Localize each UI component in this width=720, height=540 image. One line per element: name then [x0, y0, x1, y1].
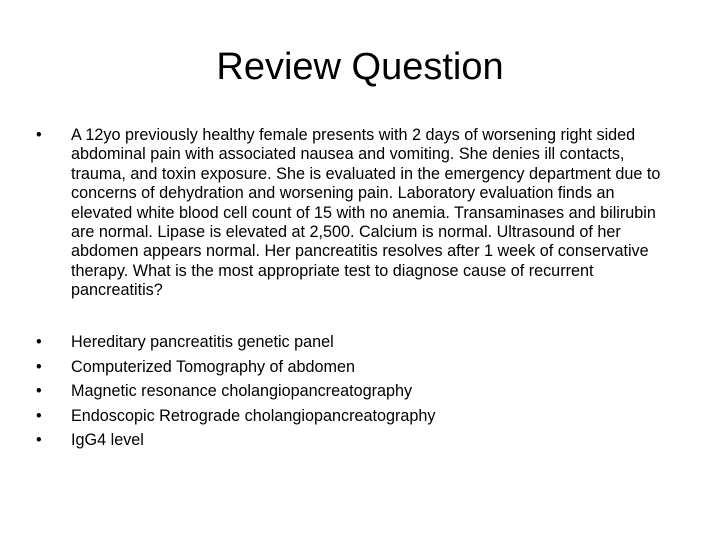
bullet-icon: • [36, 357, 42, 376]
bullet-icon: • [36, 382, 42, 400]
answer-option-text: Magnetic resonance cholangiopancreatography [71, 382, 413, 400]
answer-option [36, 355, 676, 380]
answer-option [36, 330, 676, 355]
bullet-icon: • [36, 333, 42, 351]
bullet-icon: • [36, 126, 42, 144]
question-bullet-row [36, 126, 676, 301]
answer-option-text: IgG4 level [71, 431, 144, 449]
answer-options-list [36, 330, 676, 453]
slide-title: Review Question [216, 46, 504, 88]
answer-option [36, 379, 676, 404]
answer-option-text: Endoscopic Retrograde cholangiopancreatography [71, 406, 436, 425]
question-block [36, 126, 676, 301]
answer-option-text: Computerized Tomography of abdomen [71, 357, 356, 376]
answer-option-text: Hereditary pancreatitis genetic panel [71, 333, 334, 351]
answer-option [36, 428, 676, 453]
answer-option [36, 404, 676, 429]
bullet-icon: • [36, 406, 42, 425]
question-text: A 12yo previously healthy female presents with 2 days of worsening right sided abdominal pain with associated nausea and vomiting. She denies ill contacts, trauma, and toxin exposure. She is evaluated in the emergency department due to concerns of dehydration and worsening pain. Laboratory evaluation finds an elevated white blood cell count of 15 with no anemia. Transaminases and bilirubin are normal. Lipase is elevated at 2,500. Calcium is normal. Ultrasound of her abdomen appears normal. Her pancreatitis resolves after 1 week of conservative therapy. What is the most appropriate test to diagnose cause of recurrent pancreatitis? [71, 126, 661, 300]
bullet-icon: • [36, 431, 42, 449]
